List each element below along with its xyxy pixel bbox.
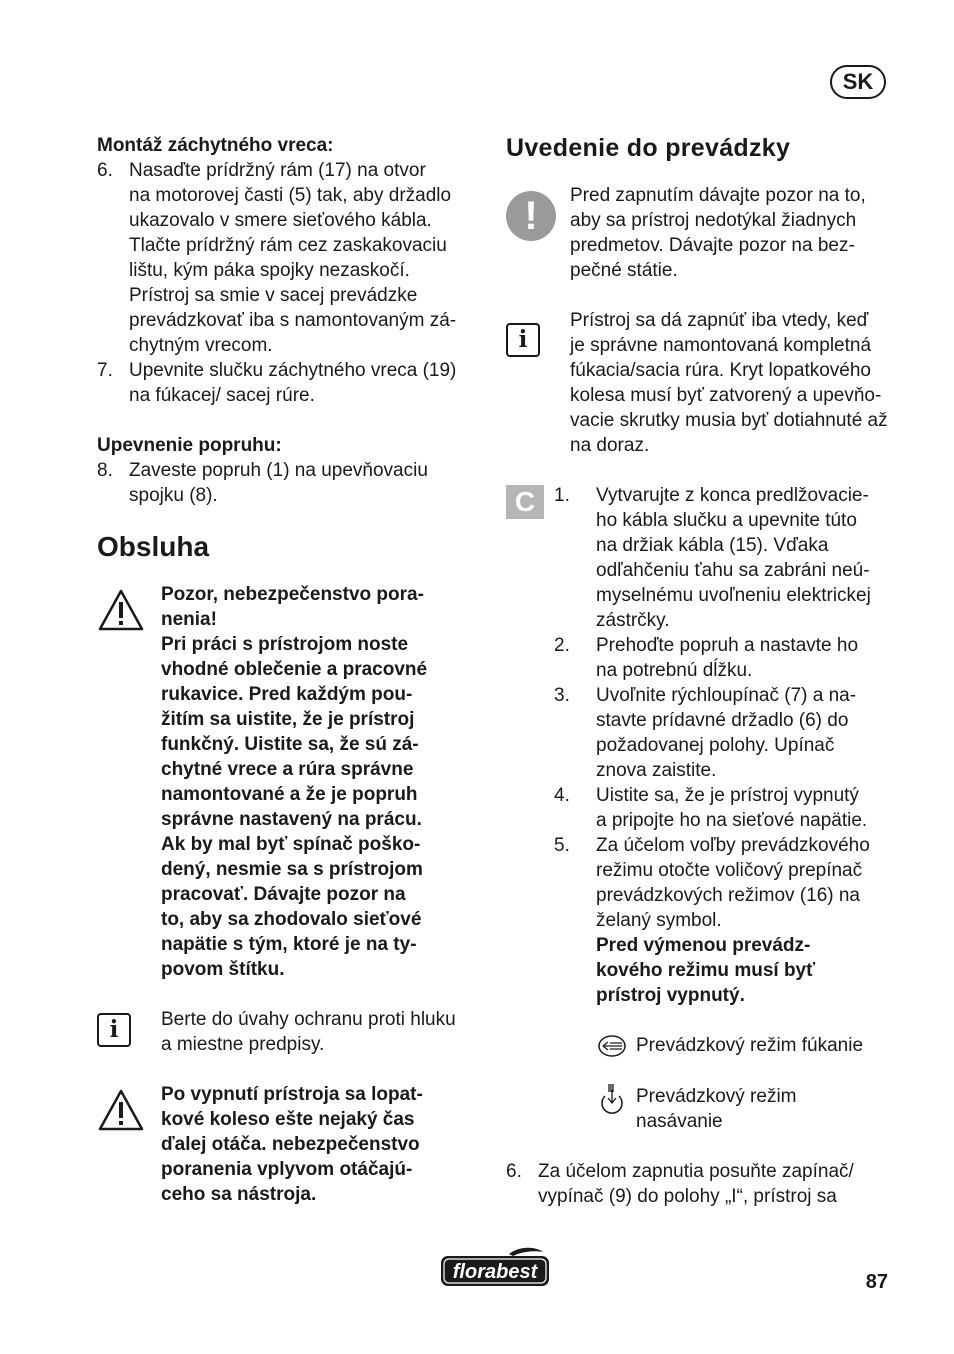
figure-label: C <box>506 485 544 519</box>
text-line: požadovanej polohy. Upínač <box>596 735 835 756</box>
item-text <box>538 1159 896 1209</box>
text-line: žitím sa uistite, že je prístroj <box>161 709 415 730</box>
warning-triangle-icon <box>97 1082 161 1207</box>
text-line: Uistite sa, že je prístroj vypnutý <box>596 785 859 806</box>
list-item <box>97 158 482 358</box>
exclamation-icon: ! <box>506 191 556 241</box>
text-line: ďalej otáča. nebezpečenstvo <box>161 1134 420 1155</box>
suction-mode-label <box>636 1084 797 1134</box>
right-column <box>506 133 896 1209</box>
suction-mode-icon <box>596 1084 636 1127</box>
text-line: chytným vrecom. <box>129 335 273 356</box>
list-item <box>554 683 896 783</box>
text-line: na doraz. <box>570 435 650 456</box>
item-text <box>129 158 482 358</box>
text-line: Po vypnutí prístroja sa lopat- <box>161 1084 423 1105</box>
text-line: dený, nesmie sa s prístrojom <box>161 859 423 880</box>
item-number: 8. <box>97 460 113 481</box>
text-line: myselnému uvoľneniu elektrickej <box>596 585 871 606</box>
text-line: ceho sa nástroja. <box>161 1184 317 1205</box>
text-line: znova zaistite. <box>596 760 717 781</box>
text-line: kové koleso ešte nejaký čas <box>161 1109 415 1130</box>
text-line: na motorovej časti (5) tak, aby držadlo <box>129 185 452 206</box>
step5-bold-note <box>596 933 896 1008</box>
left-column <box>97 133 482 1207</box>
blow-mode-icon <box>596 1033 636 1066</box>
list-item <box>97 458 482 508</box>
text-line: prístroj vypnutý. <box>596 985 745 1006</box>
text-line: správne nastavený na prácu. <box>161 809 422 830</box>
text-line: chytné vrece a rúra správne <box>161 759 414 780</box>
text-line: nenia! <box>161 609 217 630</box>
text-line: a pripojte ho na sieťové napätie. <box>596 810 868 831</box>
text-line: ho kábla slučku a upevnite túto <box>596 510 857 531</box>
item-text <box>129 458 482 508</box>
text-line: kového režimu musí byť <box>596 960 816 981</box>
text-line: to, aby sa zhodovalo sieťové <box>161 909 422 930</box>
item-number: 6. <box>97 160 113 181</box>
text-line: Tlačte prídržný rám cez zaskakovaciu <box>129 235 447 256</box>
item-number: 7. <box>97 360 113 381</box>
item-text <box>596 683 896 783</box>
text-line: ukazovalo v smere sieťového kábla. <box>129 210 432 231</box>
text-line: Pozor, nebezpečenstvo pora- <box>161 584 424 605</box>
warning-text <box>161 582 482 982</box>
text-line: Pred zapnutím dávajte pozor na to, <box>570 185 866 206</box>
text-line: vhodné oblečenie a pracovné <box>161 659 428 680</box>
text-line: Prehoďte popruh a nastavte ho <box>596 635 859 656</box>
text-line: pečné státie. <box>570 260 678 281</box>
list-item <box>554 833 896 1134</box>
text-line: režimu otočte voličový prepínač <box>596 860 863 881</box>
text-line: Prístroj sa smie v sacej prevádzke <box>129 285 418 306</box>
text-line: na fúkacej/ sacej rúre. <box>129 385 315 406</box>
text-line: prevádzkových režimov (16) na <box>596 885 860 906</box>
list-item <box>97 358 482 408</box>
text-line: nasávanie <box>636 1111 723 1132</box>
text-line: vacie skrutky musia byť dotiahnuté až <box>570 410 888 431</box>
text-line: na potrebnú dĺžku. <box>596 660 753 681</box>
text-line: Zaveste popruh (1) na upevňovaciu <box>129 460 428 481</box>
item-number: 1. <box>554 485 570 506</box>
mode-blow <box>596 1033 896 1066</box>
text-line: spojku (8). <box>129 485 218 506</box>
caution-icon-wrap <box>506 183 570 283</box>
info-note <box>97 1007 482 1057</box>
text-line: vypínač (9) do polohy „I“, prístroj sa <box>538 1186 837 1207</box>
item-text <box>596 833 896 1134</box>
caution-text <box>570 183 896 283</box>
text-line: kolesa musí byť zatvorený a upevňo- <box>570 385 882 406</box>
text-line: aby sa prístroj nedotýkal žiadnych <box>570 210 857 231</box>
warning-triangle-icon <box>97 582 161 982</box>
figure-label-wrap <box>506 483 554 1134</box>
text-line: pracovať. Dávajte pozor na <box>161 884 406 905</box>
text-line: Berte do úvahy ochranu proti hluku <box>161 1009 456 1030</box>
item-text <box>596 783 896 833</box>
logo-text: florabest <box>452 1261 538 1283</box>
text-line: Upevnite slučku záchytného vreca (19) <box>129 360 457 381</box>
steps-list <box>554 483 896 1134</box>
info-icon-wrap <box>506 308 570 458</box>
item-number: 3. <box>554 685 570 706</box>
text-line: funkčný. Uistite sa, že sú zá- <box>161 734 419 755</box>
page-title: Obsluha <box>97 531 210 562</box>
language-badge: SK <box>830 65 886 99</box>
text-line: rukavice. Pred každým pou- <box>161 684 413 705</box>
text-line: namontované a že je popruh <box>161 784 418 805</box>
text-line: Prevádzkový režim <box>636 1086 797 1107</box>
text-line: Pri práci s prístrojom noste <box>161 634 409 655</box>
item-number: 4. <box>554 785 570 806</box>
info-icon-wrap <box>97 1007 161 1057</box>
text-line: povom štítku. <box>161 959 285 980</box>
text-line: Ak by mal byť spínač poško- <box>161 834 421 855</box>
warning-note <box>97 1082 482 1207</box>
text-line: prevádzkovať iba s namontovaným zá- <box>129 310 457 331</box>
info-icon: i <box>506 323 540 357</box>
mode-suction <box>596 1084 896 1134</box>
text-line: Nasaďte prídržný rám (17) na otvor <box>129 160 426 181</box>
text-line: je správne namontovaná kompletná <box>570 335 872 356</box>
text-line: napätie s tým, ktoré je na ty- <box>161 934 417 955</box>
info-text <box>161 1007 482 1057</box>
info-text <box>570 308 896 458</box>
text-line: želaný symbol. <box>596 910 722 931</box>
item-number: 2. <box>554 635 570 656</box>
text-line: Vytvarujte z konca predlžovacie- <box>596 485 869 506</box>
text-line: odľahčeniu ťahu sa zabráni neú- <box>596 560 870 581</box>
section-heading-strap: Upevnenie popruhu: <box>97 435 282 456</box>
section-title: Uvedenie do prevádzky <box>506 134 791 162</box>
warning-text <box>161 1082 482 1207</box>
text-line: Prístroj sa dá zapnúť iba vtedy, keď <box>570 310 869 331</box>
item-text <box>596 483 896 633</box>
item-text <box>129 358 482 408</box>
page-number: 87 <box>865 1271 888 1293</box>
text-line: zástrčky. <box>596 610 670 631</box>
caution-note <box>506 183 896 283</box>
warning-note <box>97 582 482 982</box>
text-line: na držiak kábla (15). Vďaka <box>596 535 829 556</box>
steps-block <box>506 483 896 1134</box>
blow-mode-label: Prevádzkový režim fúkanie <box>636 1035 864 1056</box>
item-number: 5. <box>554 835 570 856</box>
text-line: Za účelom zapnutia posuňte zapínač/ <box>538 1161 854 1182</box>
text-line: Uvoľnite rýchloupínač (7) a na- <box>596 685 857 706</box>
text-line: Pred výmenou prevádz- <box>596 935 811 956</box>
text-line: Za účelom voľby prevádzkového <box>596 835 870 856</box>
list-item <box>554 483 896 633</box>
florabest-logo <box>439 1246 551 1295</box>
info-icon: i <box>97 1013 131 1047</box>
list-item <box>554 633 896 683</box>
section-heading-bag-assembly: Montáž záchytného vreca: <box>97 135 334 156</box>
list-item <box>554 783 896 833</box>
text-line: fúkacia/sacia rúra. Kryt lopatkového <box>570 360 871 381</box>
text-line: predmetov. Dávajte pozor na bez- <box>570 235 855 256</box>
text-line: a miestne predpisy. <box>161 1034 325 1055</box>
list-item <box>506 1159 896 1209</box>
item-number: 6. <box>506 1161 522 1182</box>
item-text <box>596 633 896 683</box>
text-line: lištu, kým páka spojky nezaskočí. <box>129 260 410 281</box>
text-line: stavte prídavné držadlo (6) do <box>596 710 849 731</box>
text-line: poranenia vplyvom otáčajú- <box>161 1159 413 1180</box>
info-note <box>506 308 896 458</box>
